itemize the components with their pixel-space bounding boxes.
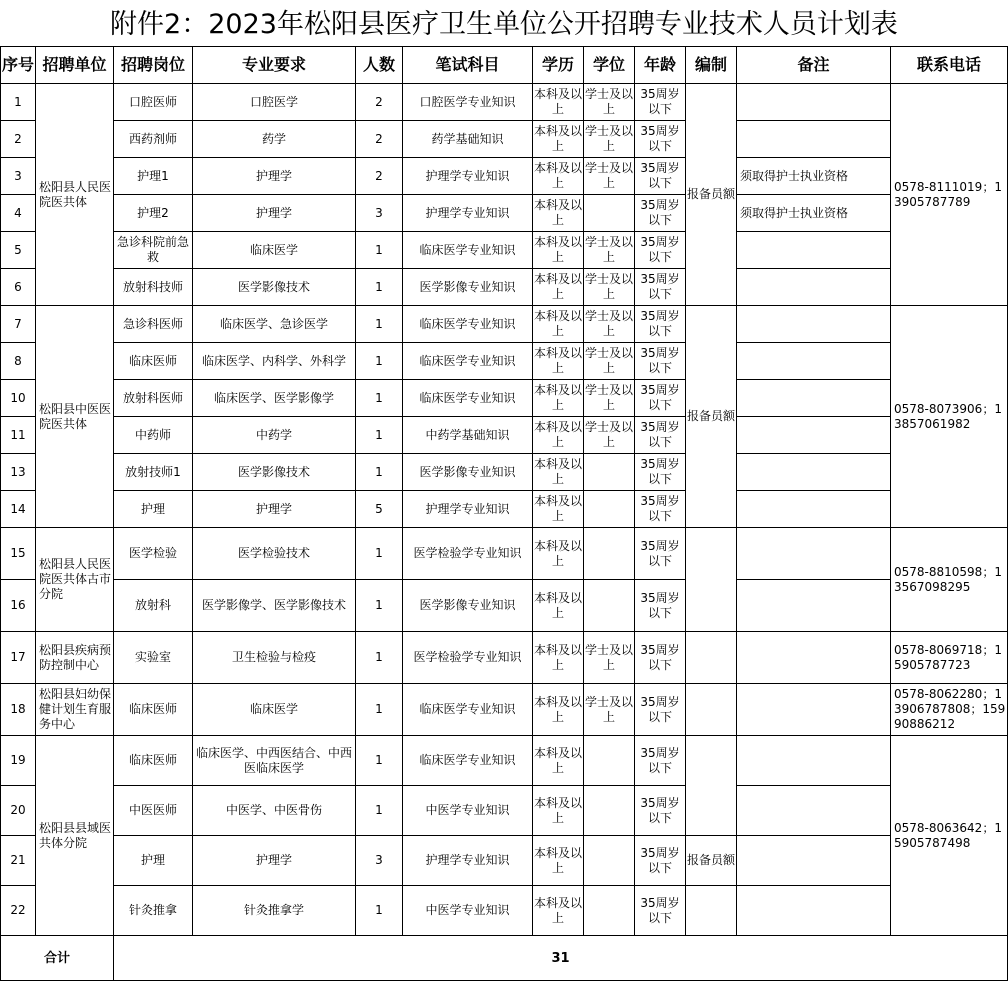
cell-degree: 学士及以上 <box>584 306 635 343</box>
cell-exam: 中药学基础知识 <box>403 417 533 454</box>
cell-count: 1 <box>356 528 403 580</box>
cell-exam: 口腔医学专业知识 <box>403 84 533 121</box>
cell-age: 35周岁以下 <box>635 84 686 121</box>
table-row <box>1 232 1008 269</box>
cell-remark <box>737 528 891 580</box>
cell-post: 护理 <box>114 836 193 886</box>
cell-edu: 本科及以上 <box>533 528 584 580</box>
cell-post: 急诊科医师 <box>114 306 193 343</box>
cell-count: 2 <box>356 158 403 195</box>
cell-edu: 本科及以上 <box>533 836 584 886</box>
cell-age: 35周岁以下 <box>635 158 686 195</box>
cell-exam: 护理学专业知识 <box>403 158 533 195</box>
cell-post: 中医医师 <box>114 786 193 836</box>
table-row <box>1 491 1008 528</box>
cell-phone: 0578-8062280；13906787808；15990886212 <box>891 684 1008 736</box>
cell-edu: 本科及以上 <box>533 158 584 195</box>
cell-remark <box>737 84 891 121</box>
cell-seq: 4 <box>1 195 36 232</box>
cell-remark <box>737 121 891 158</box>
cell-seq: 11 <box>1 417 36 454</box>
header-count: 人数 <box>356 47 403 84</box>
cell-age: 35周岁以下 <box>635 454 686 491</box>
cell-major: 药学 <box>193 121 356 158</box>
cell-count: 2 <box>356 84 403 121</box>
cell-exam: 临床医学专业知识 <box>403 380 533 417</box>
table-row <box>1 684 1008 736</box>
header-phone: 联系电话 <box>891 47 1008 84</box>
cell-exam: 医学检验学专业知识 <box>403 528 533 580</box>
cell-exam: 医学影像专业知识 <box>403 580 533 632</box>
cell-major: 临床医学 <box>193 684 356 736</box>
table-row <box>1 343 1008 380</box>
cell-quota: 报备员额 <box>686 84 737 306</box>
cell-age: 35周岁以下 <box>635 380 686 417</box>
cell-post: 西药剂师 <box>114 121 193 158</box>
cell-post: 实验室 <box>114 632 193 684</box>
cell-seq: 7 <box>1 306 36 343</box>
cell-unit: 松阳县人民医院医共体古市分院 <box>36 528 114 632</box>
cell-edu: 本科及以上 <box>533 632 584 684</box>
header-row <box>1 47 1008 84</box>
cell-major: 医学影像学、医学影像技术 <box>193 580 356 632</box>
cell-edu: 本科及以上 <box>533 454 584 491</box>
total-value: 31 <box>114 936 1008 981</box>
table-row <box>1 158 1008 195</box>
cell-age: 35周岁以下 <box>635 736 686 786</box>
cell-edu: 本科及以上 <box>533 343 584 380</box>
cell-age: 35周岁以下 <box>635 886 686 936</box>
header-quota: 编制 <box>686 47 737 84</box>
cell-degree <box>584 886 635 936</box>
cell-seq: 6 <box>1 269 36 306</box>
cell-exam: 护理学专业知识 <box>403 195 533 232</box>
cell-seq: 8 <box>1 343 36 380</box>
page-title: 附件2：2023年松阳县医疗卫生单位公开招聘专业技术人员计划表 <box>110 9 898 40</box>
cell-age: 35周岁以下 <box>635 343 686 380</box>
table-row <box>1 580 1008 632</box>
cell-quota: 报备员额 <box>686 306 737 528</box>
cell-edu: 本科及以上 <box>533 121 584 158</box>
cell-seq: 17 <box>1 632 36 684</box>
cell-seq: 21 <box>1 836 36 886</box>
table-row <box>1 306 1008 343</box>
cell-remark <box>737 786 891 836</box>
cell-seq: 10 <box>1 380 36 417</box>
cell-count: 1 <box>356 736 403 786</box>
cell-remark <box>737 269 891 306</box>
cell-seq: 20 <box>1 786 36 836</box>
cell-exam: 临床医学专业知识 <box>403 232 533 269</box>
cell-edu: 本科及以上 <box>533 380 584 417</box>
table-row <box>1 121 1008 158</box>
table-row <box>1 417 1008 454</box>
cell-count: 1 <box>356 786 403 836</box>
cell-post: 临床医师 <box>114 684 193 736</box>
cell-remark <box>737 580 891 632</box>
header-major: 专业要求 <box>193 47 356 84</box>
cell-exam: 医学检验学专业知识 <box>403 632 533 684</box>
cell-count: 1 <box>356 632 403 684</box>
cell-phone: 0578-8069718；15905787723 <box>891 632 1008 684</box>
cell-seq: 5 <box>1 232 36 269</box>
cell-age: 35周岁以下 <box>635 417 686 454</box>
cell-exam: 临床医学专业知识 <box>403 306 533 343</box>
cell-seq: 19 <box>1 736 36 786</box>
cell-age: 35周岁以下 <box>635 121 686 158</box>
cell-major: 临床医学、医学影像学 <box>193 380 356 417</box>
cell-degree: 学士及以上 <box>584 632 635 684</box>
cell-age: 35周岁以下 <box>635 528 686 580</box>
cell-exam: 医学影像专业知识 <box>403 454 533 491</box>
cell-edu: 本科及以上 <box>533 306 584 343</box>
cell-exam: 临床医学专业知识 <box>403 343 533 380</box>
header-degree: 学位 <box>584 47 635 84</box>
table-row <box>1 786 1008 836</box>
cell-remark <box>737 454 891 491</box>
cell-seq: 22 <box>1 886 36 936</box>
cell-edu: 本科及以上 <box>533 786 584 836</box>
cell-remark <box>737 886 891 936</box>
cell-major: 医学影像技术 <box>193 269 356 306</box>
cell-quota <box>686 528 737 632</box>
header-exam: 笔试科目 <box>403 47 533 84</box>
cell-post: 口腔医师 <box>114 84 193 121</box>
cell-seq: 3 <box>1 158 36 195</box>
header-seq: 序号 <box>1 47 36 84</box>
cell-age: 35周岁以下 <box>635 269 686 306</box>
cell-count: 1 <box>356 306 403 343</box>
cell-remark <box>737 684 891 736</box>
cell-remark <box>737 306 891 343</box>
table-row <box>1 736 1008 786</box>
cell-edu: 本科及以上 <box>533 684 584 736</box>
cell-major: 临床医学、急诊医学 <box>193 306 356 343</box>
cell-degree <box>584 580 635 632</box>
cell-seq: 18 <box>1 684 36 736</box>
cell-count: 3 <box>356 836 403 886</box>
cell-exam: 医学影像专业知识 <box>403 269 533 306</box>
header-age: 年龄 <box>635 47 686 84</box>
cell-remark: 须取得护士执业资格 <box>737 158 891 195</box>
cell-count: 2 <box>356 121 403 158</box>
table-row <box>1 84 1008 121</box>
cell-exam: 护理学专业知识 <box>403 491 533 528</box>
table-row <box>1 380 1008 417</box>
header-remark: 备注 <box>737 47 891 84</box>
cell-degree <box>584 836 635 886</box>
header-post: 招聘岗位 <box>114 47 193 84</box>
cell-major: 临床医学、内科学、外科学 <box>193 343 356 380</box>
cell-degree: 学士及以上 <box>584 343 635 380</box>
cell-degree: 学士及以上 <box>584 84 635 121</box>
table-row <box>1 269 1008 306</box>
total-row <box>1 936 1008 981</box>
cell-post: 中药师 <box>114 417 193 454</box>
cell-edu: 本科及以上 <box>533 736 584 786</box>
cell-age: 35周岁以下 <box>635 232 686 269</box>
cell-remark <box>737 632 891 684</box>
cell-degree: 学士及以上 <box>584 121 635 158</box>
table-row <box>1 836 1008 886</box>
cell-major: 中医学、中医骨伤 <box>193 786 356 836</box>
cell-major: 口腔医学 <box>193 84 356 121</box>
cell-edu: 本科及以上 <box>533 491 584 528</box>
cell-unit: 松阳县县域医共体分院 <box>36 736 114 936</box>
cell-seq: 13 <box>1 454 36 491</box>
cell-remark <box>737 343 891 380</box>
cell-phone: 0578-8111019；13905787789 <box>891 84 1008 306</box>
cell-unit: 松阳县妇幼保健计划生育服务中心 <box>36 684 114 736</box>
cell-exam: 中医学专业知识 <box>403 786 533 836</box>
cell-remark <box>737 232 891 269</box>
cell-degree <box>584 454 635 491</box>
cell-age: 35周岁以下 <box>635 836 686 886</box>
cell-exam: 中医学专业知识 <box>403 886 533 936</box>
cell-major: 中药学 <box>193 417 356 454</box>
cell-remark <box>737 491 891 528</box>
table-row <box>1 195 1008 232</box>
cell-quota <box>686 886 737 936</box>
cell-count: 1 <box>356 684 403 736</box>
cell-age: 35周岁以下 <box>635 786 686 836</box>
cell-exam: 护理学专业知识 <box>403 836 533 886</box>
cell-post: 临床医师 <box>114 736 193 786</box>
cell-exam: 临床医学专业知识 <box>403 684 533 736</box>
cell-post: 放射技师1 <box>114 454 193 491</box>
cell-age: 35周岁以下 <box>635 195 686 232</box>
cell-degree: 学士及以上 <box>584 269 635 306</box>
cell-seq: 16 <box>1 580 36 632</box>
cell-count: 1 <box>356 454 403 491</box>
cell-count: 5 <box>356 491 403 528</box>
cell-major: 护理学 <box>193 195 356 232</box>
cell-post: 护理2 <box>114 195 193 232</box>
header-edu: 学历 <box>533 47 584 84</box>
cell-post: 放射科医师 <box>114 380 193 417</box>
cell-post: 临床医师 <box>114 343 193 380</box>
cell-major: 护理学 <box>193 158 356 195</box>
cell-major: 护理学 <box>193 836 356 886</box>
cell-remark: 须取得护士执业资格 <box>737 195 891 232</box>
cell-post: 放射科技师 <box>114 269 193 306</box>
cell-age: 35周岁以下 <box>635 684 686 736</box>
cell-quota: 报备员额 <box>686 836 737 886</box>
cell-count: 1 <box>356 380 403 417</box>
cell-degree <box>584 195 635 232</box>
cell-count: 1 <box>356 417 403 454</box>
cell-degree: 学士及以上 <box>584 380 635 417</box>
cell-major: 临床医学 <box>193 232 356 269</box>
cell-edu: 本科及以上 <box>533 886 584 936</box>
cell-degree <box>584 491 635 528</box>
cell-degree: 学士及以上 <box>584 684 635 736</box>
table-row <box>1 454 1008 491</box>
table-row <box>1 886 1008 936</box>
cell-remark <box>737 836 891 886</box>
cell-phone: 0578-8073906；13857061982 <box>891 306 1008 528</box>
cell-post: 急诊科院前急救 <box>114 232 193 269</box>
recruitment-table <box>0 46 1008 981</box>
cell-quota <box>686 684 737 736</box>
cell-degree <box>584 736 635 786</box>
cell-post: 放射科 <box>114 580 193 632</box>
cell-count: 3 <box>356 195 403 232</box>
cell-edu: 本科及以上 <box>533 417 584 454</box>
cell-count: 1 <box>356 269 403 306</box>
cell-remark <box>737 380 891 417</box>
total-label: 合计 <box>1 936 114 981</box>
cell-major: 护理学 <box>193 491 356 528</box>
cell-post: 医学检验 <box>114 528 193 580</box>
cell-count: 1 <box>356 232 403 269</box>
cell-age: 35周岁以下 <box>635 632 686 684</box>
cell-major: 医学检验技术 <box>193 528 356 580</box>
cell-age: 35周岁以下 <box>635 306 686 343</box>
cell-major: 临床医学、中西医结合、中西医临床医学 <box>193 736 356 786</box>
cell-unit: 松阳县中医医院医共体 <box>36 306 114 528</box>
cell-edu: 本科及以上 <box>533 580 584 632</box>
cell-remark <box>737 417 891 454</box>
header-unit: 招聘单位 <box>36 47 114 84</box>
cell-seq: 14 <box>1 491 36 528</box>
cell-count: 1 <box>356 343 403 380</box>
cell-seq: 1 <box>1 84 36 121</box>
cell-exam: 临床医学专业知识 <box>403 736 533 786</box>
cell-major: 针灸推拿学 <box>193 886 356 936</box>
cell-degree: 学士及以上 <box>584 417 635 454</box>
cell-phone: 0578-8063642；15905787498 <box>891 736 1008 936</box>
cell-seq: 15 <box>1 528 36 580</box>
cell-degree <box>584 528 635 580</box>
cell-edu: 本科及以上 <box>533 269 584 306</box>
cell-post: 护理 <box>114 491 193 528</box>
cell-age: 35周岁以下 <box>635 491 686 528</box>
cell-degree <box>584 786 635 836</box>
cell-count: 1 <box>356 580 403 632</box>
cell-age: 35周岁以下 <box>635 580 686 632</box>
cell-exam: 药学基础知识 <box>403 121 533 158</box>
cell-edu: 本科及以上 <box>533 195 584 232</box>
cell-edu: 本科及以上 <box>533 84 584 121</box>
cell-major: 医学影像技术 <box>193 454 356 491</box>
table-row <box>1 528 1008 580</box>
cell-quota <box>686 736 737 836</box>
cell-post: 护理1 <box>114 158 193 195</box>
cell-post: 针灸推拿 <box>114 886 193 936</box>
cell-seq: 2 <box>1 121 36 158</box>
cell-quota <box>686 632 737 684</box>
cell-degree: 学士及以上 <box>584 158 635 195</box>
cell-major: 卫生检验与检疫 <box>193 632 356 684</box>
cell-remark <box>737 736 891 786</box>
cell-edu: 本科及以上 <box>533 232 584 269</box>
cell-degree: 学士及以上 <box>584 232 635 269</box>
cell-phone: 0578-8810598；13567098295 <box>891 528 1008 632</box>
cell-count: 1 <box>356 886 403 936</box>
table-row <box>1 632 1008 684</box>
cell-unit: 松阳县疾病预防控制中心 <box>36 632 114 684</box>
cell-unit: 松阳县人民医院医共体 <box>36 84 114 306</box>
